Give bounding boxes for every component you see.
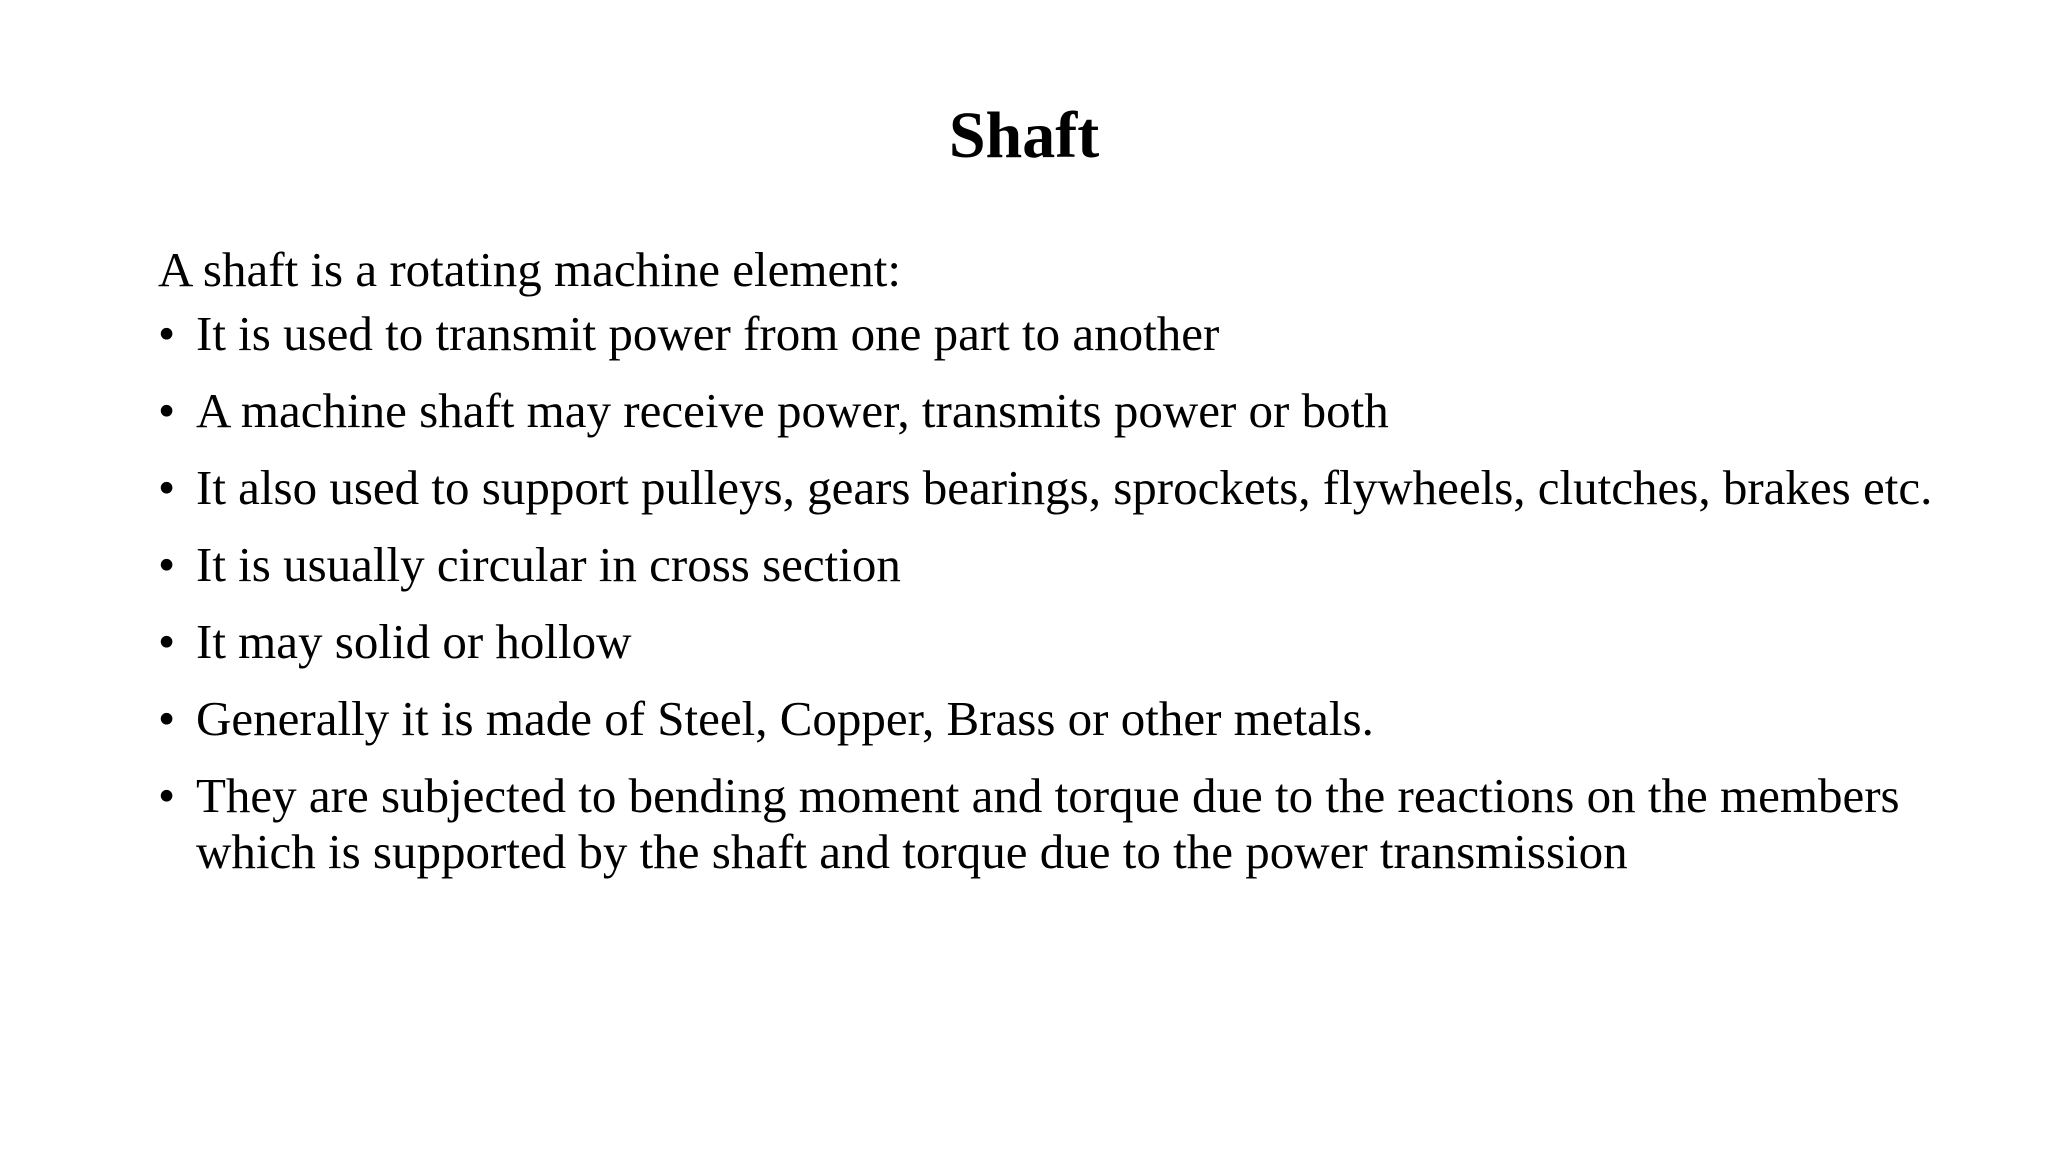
bullet-text: It also used to support pulleys, gears bearings, sprockets, flywheels, clutches, brakes etc. — [196, 460, 1933, 515]
list-item — [158, 691, 1958, 747]
bullet-icon: • — [158, 383, 176, 438]
list-item — [158, 460, 1958, 516]
list-item — [158, 768, 1958, 880]
bullet-icon: • — [158, 460, 176, 515]
bullet-icon: • — [158, 306, 176, 361]
list-item — [158, 614, 1958, 670]
slide-body — [158, 234, 1958, 880]
bullet-text: They are subjected to bending moment and torque due to the reactions on the members which is supported by the shaft and torque due to the power transmission — [196, 768, 1900, 879]
bullet-text: It is used to transmit power from one part to another — [196, 306, 1220, 361]
bullet-text: It may solid or hollow — [196, 614, 632, 669]
bullet-text: Generally it is made of Steel, Copper, Brass or other metals. — [196, 691, 1374, 746]
intro-text: A shaft is a rotating machine element: — [158, 242, 901, 297]
bullet-list — [158, 306, 1958, 880]
bullet-icon: • — [158, 537, 176, 592]
list-item — [158, 306, 1958, 362]
bullet-icon: • — [158, 768, 176, 823]
list-item — [158, 537, 1958, 593]
bullet-text: A machine shaft may receive power, transmits power or both — [196, 383, 1389, 438]
bullet-text: It is usually circular in cross section — [196, 537, 901, 592]
bullet-icon: • — [158, 691, 176, 746]
list-item — [158, 383, 1958, 439]
bullet-icon: • — [158, 614, 176, 669]
slide-title: Shaft — [948, 99, 1100, 172]
